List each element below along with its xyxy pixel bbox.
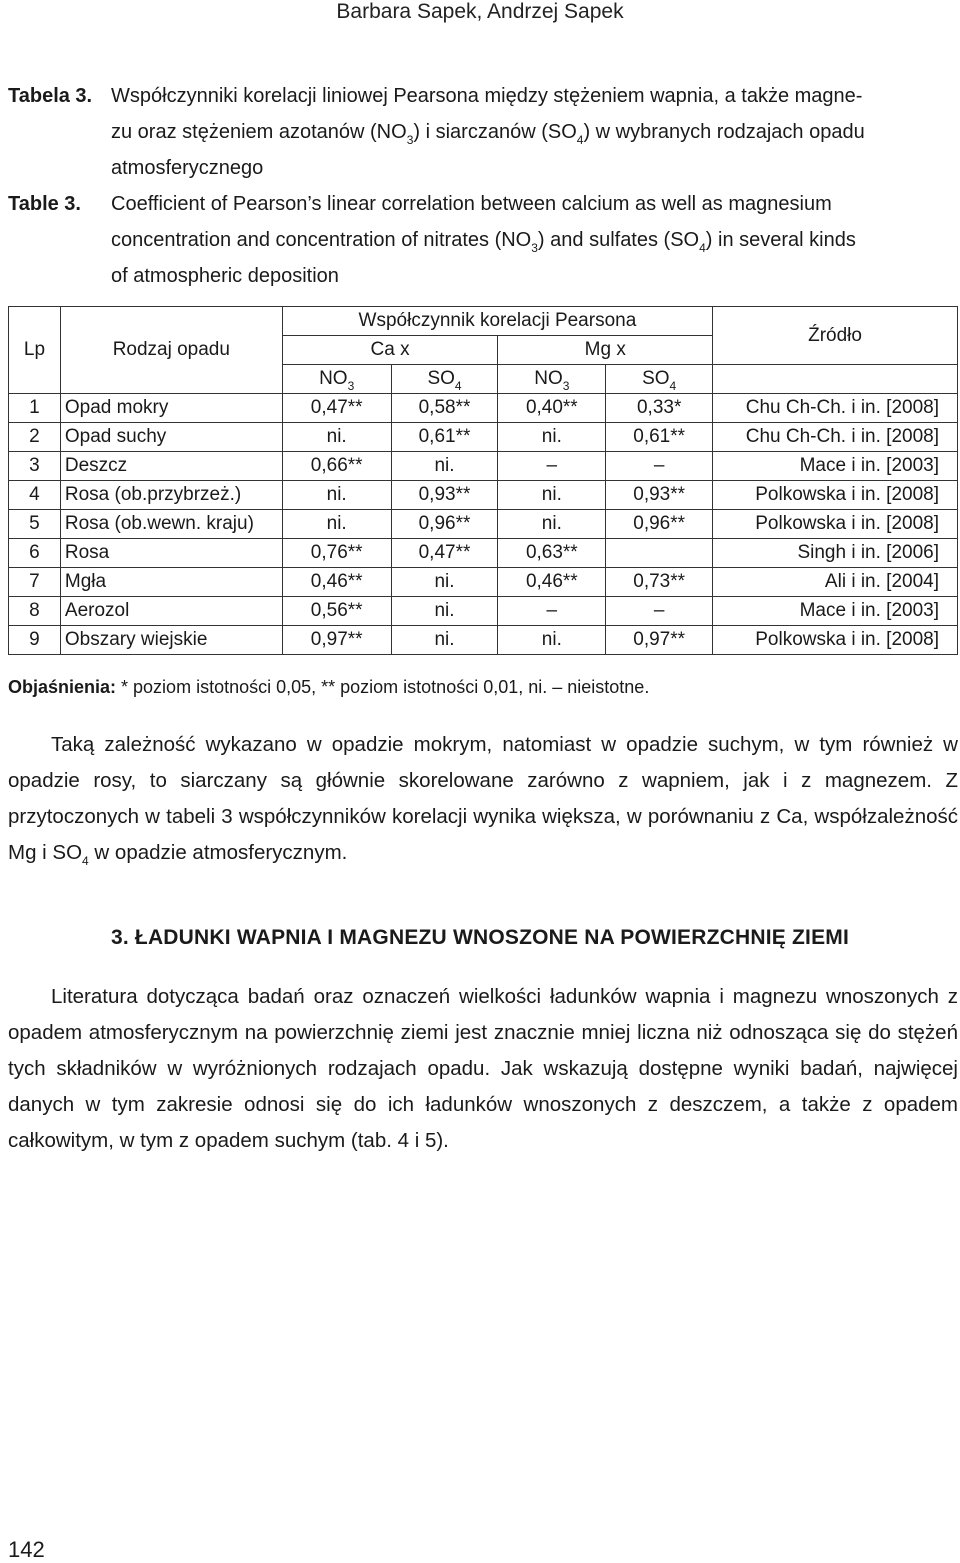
caption-en-line3: of atmospheric deposition [111, 265, 339, 287]
cell-mg-so4: 0,73** [606, 568, 713, 597]
header-mg-no3 [498, 365, 606, 394]
table-notes [8, 676, 649, 698]
cell-lp: 1 [9, 394, 61, 423]
cell-mg-so4: – [606, 452, 713, 481]
cell-lp: 3 [9, 452, 61, 481]
cell-mg-no3: 0,63** [498, 539, 606, 568]
paragraph-1-text-b: w opadzie atmosferycznym. [88, 841, 348, 864]
cell-mg-so4: – [606, 597, 713, 626]
cell-source: Chu Ch-Ch. i in. [2008] [713, 423, 958, 452]
cell-type: Rosa (ob.przybrzeż.) [60, 481, 282, 510]
cell-lp: 2 [9, 423, 61, 452]
header-ca-no3 [282, 365, 391, 394]
caption-pl-sub1: 3 [406, 133, 414, 147]
caption-pl-line2b: ) i siarczanów (SO [413, 121, 577, 143]
cell-ca-so4: 0,93** [391, 481, 498, 510]
cell-mg-no3: 0,40** [498, 394, 606, 423]
cell-ca-no3: 0,47** [282, 394, 391, 423]
caption-pl-sub2: 4 [576, 133, 584, 147]
header-zrodlo: Źródło [713, 307, 958, 365]
header-lp: Lp [9, 307, 61, 394]
caption-en-line1: Coefficient of Pearson’s linear correlation between calcium as well as magnesium [111, 193, 832, 215]
cell-mg-no3: ni. [498, 510, 606, 539]
cell-mg-no3: ni. [498, 626, 606, 655]
cell-ca-so4: ni. [391, 568, 498, 597]
caption-pl-line2c: ) w wybranych rodzajach opadu [583, 121, 865, 143]
cell-mg-no3: – [498, 597, 606, 626]
cell-ca-no3: ni. [282, 423, 391, 452]
cell-source: Chu Ch-Ch. i in. [2008] [713, 394, 958, 423]
table-row [9, 481, 958, 510]
cell-type: Mgła [60, 568, 282, 597]
table-body [9, 394, 958, 655]
cell-lp: 6 [9, 539, 61, 568]
cell-type: Rosa (ob.wewn. kraju) [60, 510, 282, 539]
caption-label-en: Table 3. [8, 193, 81, 215]
cell-type: Deszcz [60, 452, 282, 481]
caption-en-line2c: ) in several kinds [705, 229, 856, 251]
cell-ca-so4: ni. [391, 626, 498, 655]
header-wspolczynnik: Współczynnik korelacji Pearsona [282, 307, 712, 336]
cell-mg-no3: ni. [498, 423, 606, 452]
cell-mg-so4 [606, 539, 713, 568]
cell-ca-so4: 0,96** [391, 510, 498, 539]
cell-mg-no3: – [498, 452, 606, 481]
cell-ca-no3: 0,76** [282, 539, 391, 568]
header-zrodlo-empty [713, 365, 958, 394]
cell-source: Polkowska i in. [2008] [713, 481, 958, 510]
cell-mg-no3: 0,46** [498, 568, 606, 597]
cell-ca-so4: 0,61** [391, 423, 498, 452]
header-rodzaj-opadu: Rodzaj opadu [60, 307, 282, 394]
so-label: SO [427, 368, 455, 389]
so-label: SO [642, 368, 670, 389]
paragraph-2-text: Literatura dotycząca badań oraz oznaczeń wielkości ładunków wapnia i magnezu wnoszonych z opadem atmosferycznym na powierzchnię ziemi jest znacznie mniej liczna niż odnosząca się do stężeń tych składników w wyróżnionych rodzajach opadu. Jak wskazują dostępne wyniki badań, najwięcej danych w tym zakresie odnosi się do ich ładunków wnoszonych z deszczem, a także z opadem całkowitym, w tym z opadem suchym (tab. 4 i 5). [8, 985, 958, 1152]
cell-lp: 4 [9, 481, 61, 510]
cell-ca-no3: 0,56** [282, 597, 391, 626]
table-row [9, 597, 958, 626]
correlation-table [8, 306, 958, 655]
cell-source: Mace i in. [2003] [713, 452, 958, 481]
no-label: NO [319, 368, 348, 389]
cell-type: Opad suchy [60, 423, 282, 452]
table-row [9, 626, 958, 655]
cell-ca-so4: 0,47** [391, 539, 498, 568]
cell-type: Opad mokry [60, 394, 282, 423]
cell-mg-so4: 0,61** [606, 423, 713, 452]
cell-mg-no3: ni. [498, 481, 606, 510]
caption-en-sub2: 4 [699, 241, 706, 255]
table-row [9, 510, 958, 539]
cell-ca-no3: 0,46** [282, 568, 391, 597]
table-row [9, 452, 958, 481]
page-number: 142 [8, 1537, 45, 1562]
cell-ca-no3: 0,97** [282, 626, 391, 655]
caption-pl-line1: Współczynniki korelacji liniowej Pearsona między stężeniem wapnia, a także magne- [111, 85, 863, 107]
cell-source: Singh i in. [2006] [713, 539, 958, 568]
paragraph-1-text-a: Taką zależność wykazano w opadzie mokrym, natomiast w opadzie suchym, w tym również w opadzie rosy, to siarczany są głównie skorelowane zarówno z wapniem, jak i z magnezem. Z przytoczonych w tabeli 3 współczynników korelacji wynika większa, w porównaniu z Ca, współzależność Mg i SO [8, 733, 958, 864]
cell-lp: 5 [9, 510, 61, 539]
cell-ca-no3: ni. [282, 510, 391, 539]
cell-mg-so4: 0,33* [606, 394, 713, 423]
cell-source: Polkowska i in. [2008] [713, 626, 958, 655]
notes-label: Objaśnienia: [8, 677, 117, 697]
notes-text: * poziom istotności 0,05, ** poziom istotności 0,01, ni. – nieistotne. [116, 677, 650, 697]
so-sub: 4 [454, 379, 462, 393]
cell-source: Ali i in. [2004] [713, 568, 958, 597]
cell-mg-so4: 0,97** [606, 626, 713, 655]
cell-source: Mace i in. [2003] [713, 597, 958, 626]
caption-en-sub1: 3 [531, 241, 538, 255]
cell-ca-no3: 0,66** [282, 452, 391, 481]
table-caption-en [8, 186, 958, 294]
caption-label-pl: Tabela 3. [8, 85, 93, 107]
caption-pl-line3: atmosferycznego [111, 157, 264, 179]
cell-lp: 8 [9, 597, 61, 626]
table-row [9, 423, 958, 452]
section-title: 3. ŁADUNKI WAPNIA I MAGNEZU WNOSZONE NA POWIERZCHNIĘ ZIEMI [110, 926, 850, 949]
running-header: Barbara Sapek, Andrzej Sapek [336, 0, 624, 23]
no-sub: 3 [562, 379, 570, 393]
cell-type: Aerozol [60, 597, 282, 626]
caption-en-line2b: ) and sulfates (SO [537, 229, 700, 251]
table-row [9, 568, 958, 597]
cell-source: Polkowska i in. [2008] [713, 510, 958, 539]
paragraph-1-sub: 4 [82, 854, 89, 868]
cell-ca-no3: ni. [282, 481, 391, 510]
table-row [9, 539, 958, 568]
no-label: NO [534, 368, 563, 389]
header-ca-so4 [391, 365, 498, 394]
paragraph-1 [8, 727, 958, 871]
table-caption-pl [8, 78, 958, 186]
header-ca: Ca x [282, 336, 498, 365]
caption-pl-line2a: zu oraz stężeniem azotanów (NO [111, 121, 407, 143]
paragraph-2 [8, 979, 958, 1159]
cell-type: Rosa [60, 539, 282, 568]
cell-ca-so4: ni. [391, 452, 498, 481]
so-sub: 4 [669, 379, 677, 393]
cell-lp: 7 [9, 568, 61, 597]
cell-mg-so4: 0,93** [606, 481, 713, 510]
cell-ca-so4: ni. [391, 597, 498, 626]
cell-type: Obszary wiejskie [60, 626, 282, 655]
cell-mg-so4: 0,96** [606, 510, 713, 539]
no-sub: 3 [347, 379, 355, 393]
table-row [9, 394, 958, 423]
header-mg-so4 [606, 365, 713, 394]
caption-en-line2a: concentration and concentration of nitrates (NO [111, 229, 532, 251]
header-mg: Mg x [498, 336, 713, 365]
cell-lp: 9 [9, 626, 61, 655]
cell-ca-so4: 0,58** [391, 394, 498, 423]
